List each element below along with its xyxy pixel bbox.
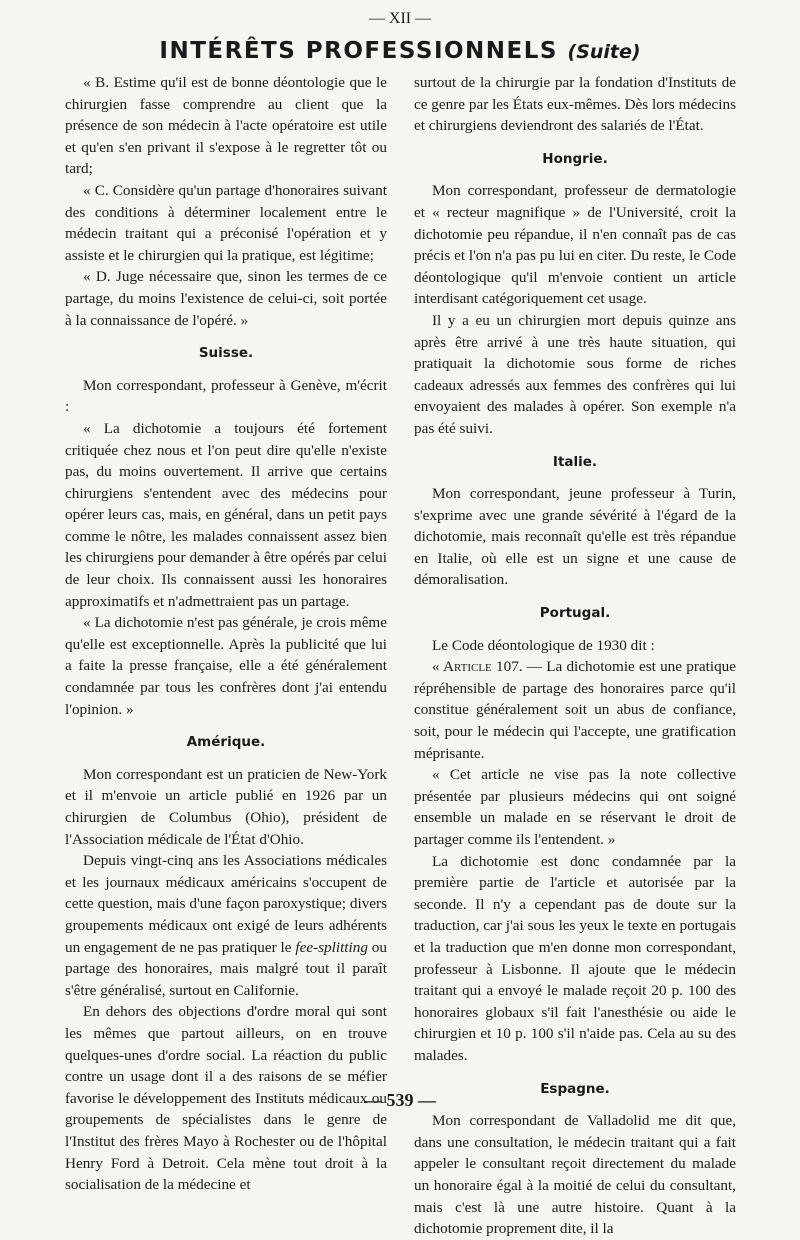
section-heading-espagne: Espagne. [540, 1080, 610, 1097]
page-number-top: — XII — [368, 10, 432, 27]
page-title [0, 38, 800, 64]
paragraph: « C. Considère qu'un partage d'honoraires suivant des conditions à déterminer localement entre le médecin traitant qui a préconisé l'opération et y assiste et le chirurgien qui la pratique, est légitime; [65, 181, 387, 264]
paragraph: « D. Juge nécessaire que, sinon les termes de ce partage, du moins l'existence de celui-ci, soit portée à la connaissance de l'opéré. » [65, 268, 387, 329]
section-heading-hongrie: Hongrie. [542, 150, 608, 167]
title-text: INTÉRÊTS PROFESSIONNELS [159, 38, 558, 64]
text-run: ou partage des honoraires, mais malgré tout il paraît s'être généralisé, surtout en Californie. [65, 938, 387, 999]
paragraph: Le Code déontologique de 1930 dit : [432, 636, 655, 654]
emphasis-fee-splitting: fee-splitting [295, 938, 368, 956]
paragraph: Mon correspondant, jeune professeur à Turin, s'exprime avec une grande sévérité à l'égard de la dichotomie, mais reconnaît qu'elle est très répandue en Italie, où elle est un signe et une cause de démoralisation. [414, 485, 736, 589]
paragraph [414, 656, 736, 764]
title-suffix: (Suite) [567, 41, 641, 63]
left-column [65, 72, 387, 1196]
paragraph [65, 850, 387, 1001]
paragraph: Mon correspondant est un praticien de New-York et il m'envoie un article publié en 1926 par un chirurgien de Columbus (Ohio), président de l'Association médicale de l'État d'Ohio. [65, 765, 387, 848]
paragraph: surtout de la chirurgie par la fondation d'Instituts de ce genre par les États eux-mêmes. Dès lors médecins et chirurgiens deviendront des salariés de l'État. [414, 74, 736, 135]
paragraph: La dichotomie est donc condamnée par la première partie de l'article et autorisée par la seconde. Il n'y a cependant pas de doute sur la traduction, car j'ai sous les yeux le texte en portugais et la traduction que m'en donne mon correspondant, professeur à Lisbonne. Il ajoute que le médecin traitant qui a envoyé le malade reçoit 20 p. 100 des honoraires globaux s'il fait l'anesthésie ou aide le chirurgien et 10 p. 100 s'il n'aide pas. Cela au su des malades. [414, 852, 736, 1064]
paragraph: Mon correspondant, professeur à Genève, m'écrit : [65, 376, 387, 416]
page-number-bottom: — 539 — [364, 1090, 436, 1110]
paragraph: « Cet article ne vise pas la note collective présentée par plusieurs médecins qui ont soigné ensemble un malade en se réservant le droit de partager comme ils l'entendent. » [414, 766, 736, 848]
section-heading-italie: Italie. [552, 453, 598, 470]
section-heading-amerique: Amérique. [186, 734, 266, 751]
paragraph: « La dichotomie n'est pas générale, je crois même qu'elle est exceptionnelle. Après la publicité que lui a faite la presse française, elle a été généralement condamnée par tous les confrères dont j'ai entendu l'opinion. » [65, 614, 387, 718]
section-heading-portugal: Portugal. [539, 605, 611, 622]
section-heading-suisse: Suisse. [198, 345, 254, 362]
paragraph: Il y a eu un chirurgien mort depuis quinze ans après être arrivé à une très haute situation, qui pratiquait la dichotomie sous forme de riches cadeaux adressés aux femmes des confrères qui lui envoyaient des malades à opérer. Son exemple n'a pas été suivi. [414, 311, 736, 437]
text-run: 107. — La dichotomie est une pratique répréhensible de partage des honoraires parce qu'il constitue généralement soit un abus de confiance, soit, pour le médecin qui l'accepte, une gratification méprisante. [414, 658, 736, 762]
paragraph: « La dichotomie a toujours été fortement critiquée chez nous et l'on peut dire qu'elle n'existe pas, du moins ouvertement. Il arrive que certains chirurgiens s'entendent avec des médecins pour opérer leurs cas, mais, en général, dans un petit pays comme le nôtre, les malades connaissent assez bien les chirurgiens pour demander à être opérés par celui de leur choix. Ils connaissent aussi les honoraires approximatifs et n'admettraient pas un partage. [65, 419, 387, 610]
right-column [414, 72, 736, 1240]
paragraph: Mon correspondant, professeur de dermatologie et « recteur magnifique » de l'Université, croit la dichotomie peu répandue, il n'en connaît pas de cas précis et l'on n'a pas pu lui en citer. Du reste, le Code déontologique qu'il m'envoie contient un article interdisant catégoriquement cet usage. [414, 182, 736, 308]
article-label: « Article [432, 658, 492, 676]
paragraph: En dehors des objections d'ordre moral qui sont les mêmes que partout ailleurs, on en trouve quelques-unes d'ordre social. La réaction du public contre un usage dont il a des raisons de se méfier favorise le développement des Instituts médicaux ou groupements de spécialistes dans le genre de l'Institut des frères Mayo à Rochester ou de l'hôpital Henry Ford à Detroit. Cela mène tout droit à la socialisation de la médecine et [65, 1003, 387, 1194]
paragraph: Mon correspondant de Valladolid me dit que, dans une consultation, le médecin traitant qui a fait appeler le consultant reçoit directement du malade un honoraire égal à la moitié de celui du consultant, mais c'est là une autre histoire. Quant à la dichotomie proprement dite, il la [414, 1112, 736, 1238]
paragraph: « B. Estime qu'il est de bonne déontologie que le chirurgien fasse comprendre au client que la présence de son médecin à l'acte opératoire est utile et qu'en s'en privant il s'expose à le regretter tôt ou tard; [65, 74, 387, 178]
text-run: Depuis vingt-cinq ans les Associations médicales et les journaux médicaux américains s'occupent de cette question, mais d'une façon paroxystique; divers groupements médicaux ont exigé de leurs adhérents un engagement de ne pas pratiquer le [65, 852, 387, 956]
